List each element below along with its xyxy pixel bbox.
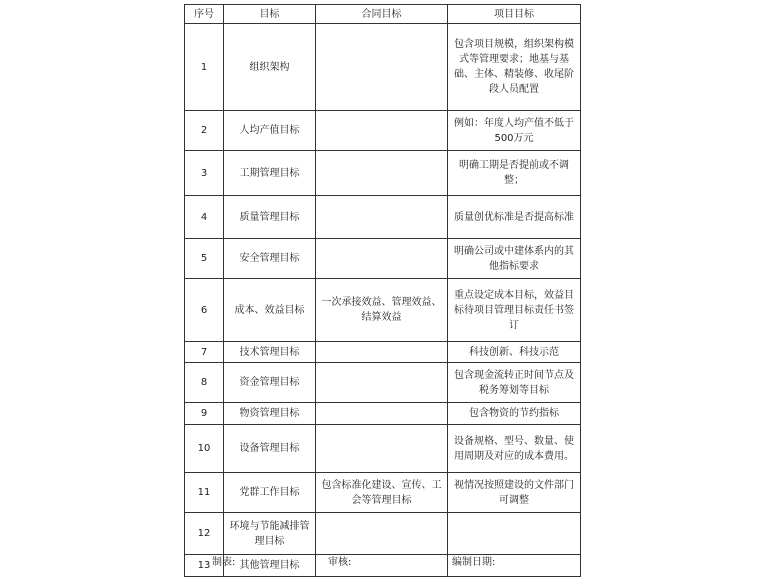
table-row — [185, 425, 581, 473]
goal-cell: 人均产值目标 — [224, 111, 316, 151]
row-number: 13 — [185, 555, 224, 577]
goal-cell: 其他管理目标 — [224, 555, 316, 577]
header-project-goal: 项目目标 — [448, 5, 581, 24]
footer — [0, 553, 760, 569]
contract-goal-cell: 包含标准化建设、宣传、工会等管理目标 — [316, 473, 448, 513]
row-number: 11 — [185, 473, 224, 513]
row-number: 9 — [185, 403, 224, 425]
contract-goal-cell — [316, 425, 448, 473]
goals-table — [184, 4, 581, 577]
row-number: 4 — [185, 196, 224, 239]
table-row — [185, 342, 581, 363]
contract-goal-cell — [316, 363, 448, 403]
contract-goal-cell — [316, 196, 448, 239]
project-goal-cell: 包含项目规模，组织架构模式等管理要求；地基与基础、主体、精装修、收尾阶段人员配置 — [448, 24, 581, 111]
goal-cell: 工期管理目标 — [224, 151, 316, 196]
row-number: 2 — [185, 111, 224, 151]
goal-cell: 环境与节能减排管理目标 — [224, 513, 316, 555]
reviewed-by-label: 审核: — [328, 557, 352, 568]
header-contract-goal: 合同目标 — [316, 5, 448, 24]
project-goal-cell: 明确公司或中建体系内的其他指标要求 — [448, 239, 581, 279]
contract-goal-cell — [316, 403, 448, 425]
compile-date-label: 编制日期: — [452, 557, 496, 568]
contract-goal-cell: 一次承接效益、管理效益、结算效益 — [316, 279, 448, 342]
header-row — [185, 5, 581, 24]
table-row — [185, 196, 581, 239]
goal-cell: 安全管理目标 — [224, 239, 316, 279]
project-goal-cell: 包含现金流转正时间节点及税务筹划等目标 — [448, 363, 581, 403]
goal-cell: 技术管理目标 — [224, 342, 316, 363]
goal-cell: 物资管理目标 — [224, 403, 316, 425]
header-no: 序号 — [185, 5, 224, 24]
table-row — [185, 513, 581, 555]
row-number: 10 — [185, 425, 224, 473]
contract-goal-cell — [316, 342, 448, 363]
project-goal-cell: 设备规格、型号、数量、使用周期及对应的成本费用。 — [448, 425, 581, 473]
contract-goal-cell — [316, 151, 448, 196]
contract-goal-cell — [316, 24, 448, 111]
prepared-by-label: 制表: — [212, 557, 236, 568]
row-number: 1 — [185, 24, 224, 111]
goal-cell: 党群工作目标 — [224, 473, 316, 513]
contract-goal-cell — [316, 111, 448, 151]
project-goal-cell: 明确工期是否提前或不调整； — [448, 151, 581, 196]
project-goal-cell: 视情况按照建设的文件部门可调整 — [448, 473, 581, 513]
table-row — [185, 403, 581, 425]
goal-cell: 设备管理目标 — [224, 425, 316, 473]
goal-cell: 质量管理目标 — [224, 196, 316, 239]
project-goal-cell: 质量创优标准是否提高标准 — [448, 196, 581, 239]
row-number: 8 — [185, 363, 224, 403]
goal-cell: 成本、效益目标 — [224, 279, 316, 342]
row-number: 12 — [185, 513, 224, 555]
project-goal-cell: 包含物资的节约指标 — [448, 403, 581, 425]
table-row — [185, 24, 581, 111]
row-number: 6 — [185, 279, 224, 342]
goal-cell: 组织架构 — [224, 24, 316, 111]
goal-cell: 资金管理目标 — [224, 363, 316, 403]
project-goal-cell: 重点设定成本目标，效益目标待项目管理目标责任书签订 — [448, 279, 581, 342]
contract-goal-cell — [316, 513, 448, 555]
header-goal: 目标 — [224, 5, 316, 24]
table-row — [185, 363, 581, 403]
row-number: 7 — [185, 342, 224, 363]
contract-goal-cell — [316, 239, 448, 279]
table-row — [185, 279, 581, 342]
table-row — [185, 239, 581, 279]
table-row — [185, 151, 581, 196]
table-row — [185, 473, 581, 513]
row-number: 5 — [185, 239, 224, 279]
project-goal-cell: 科技创新、科技示范 — [448, 342, 581, 363]
table-row — [185, 111, 581, 151]
row-number: 3 — [185, 151, 224, 196]
project-goal-cell — [448, 513, 581, 555]
project-goal-cell: 例如：年度人均产值不低于500万元 — [448, 111, 581, 151]
